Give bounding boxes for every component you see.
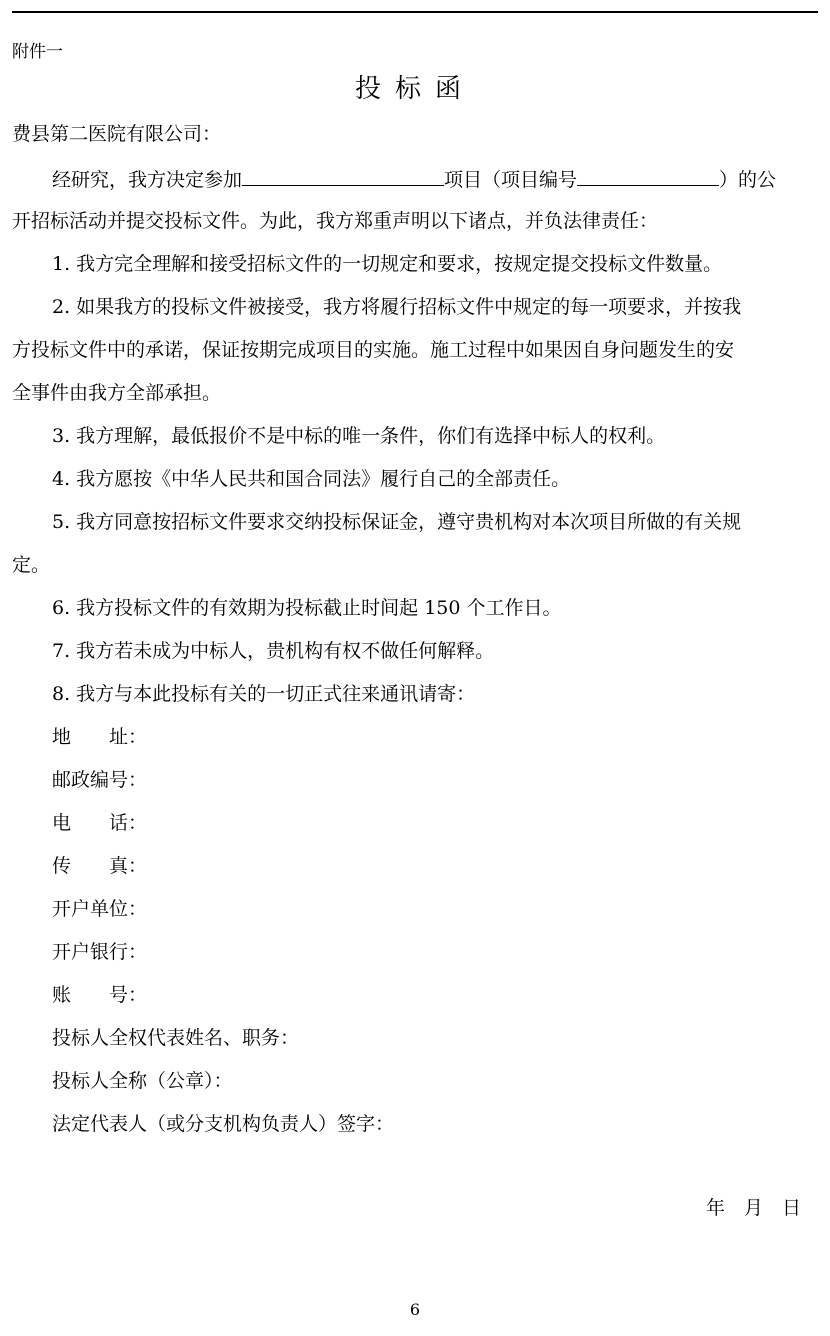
clause-6: 6. 我方投标文件的有效期为投标截止时间起 150 个工作日。 [52,597,562,619]
clause-1: 1. 我方完全理解和接受招标文件的一切规定和要求，按规定提交投标文件数量。 [52,253,723,275]
clause-2-line-1: 2. 如果我方的投标文件被接受，我方将履行招标文件中规定的每一项要求，并按我 [52,296,742,318]
top-rule [12,11,818,13]
clause-4: 4. 我方愿按《中华人民共和国合同法》履行自己的全部责任。 [52,468,571,490]
contact-account-number: 账 号： [52,984,148,1006]
contact-phone: 电 话： [52,812,148,834]
contact-fax: 传 真： [52,855,148,877]
clause-5-line-2: 定。 [12,554,51,576]
intro-line-2: 开招标活动并提交投标文件。为此，我方郑重声明以下诸点，并负法律责任： [12,210,659,232]
clause-8: 8. 我方与本此投标有关的一切正式往来通讯请寄： [52,683,476,705]
clause-7: 7. 我方若未成为中标人，贵机构有权不做任何解释。 [52,640,495,662]
contact-address: 地 址： [52,726,148,748]
intro-part-1: 经研究，我方决定参加 [52,169,243,191]
project-name-blank [242,166,444,186]
clause-5-line-1: 5. 我方同意按招标文件要求交纳投标保证金，遵守贵机构对本次项目所做的有关规 [52,511,742,533]
attachment-label: 附件一 [12,42,63,62]
recipient: 费县第二医院有限公司： [12,123,222,145]
contact-account-unit: 开户单位： [52,898,148,920]
intro-line-1 [52,166,776,192]
page-number: 6 [409,1300,421,1319]
contact-bank: 开户银行： [52,941,148,963]
page-title: 投标函 [354,74,475,104]
intro-part-2: 项目（项目编号 [444,169,578,191]
project-number-blank [577,166,719,186]
clause-2-line-3: 全事件由我方全部承担。 [12,382,222,404]
contact-postcode: 邮政编号： [52,769,148,791]
legal-representative-signature: 法定代表人（或分支机构负责人）签字： [52,1113,395,1135]
clause-3: 3. 我方理解，最低报价不是中标的唯一条件，你们有选择中标人的权利。 [52,425,666,447]
representative-name-title: 投标人全权代表姓名、职务： [52,1027,300,1049]
signature-date: 年 月 日 [706,1197,802,1219]
intro-part-3: ）的公 [719,169,777,191]
bidder-full-name: 投标人全称（公章）： [52,1070,233,1092]
clause-2-line-2: 方投标文件中的承诺，保证按期完成项目的实施。施工过程中如果因自身问题发生的安 [12,339,735,361]
